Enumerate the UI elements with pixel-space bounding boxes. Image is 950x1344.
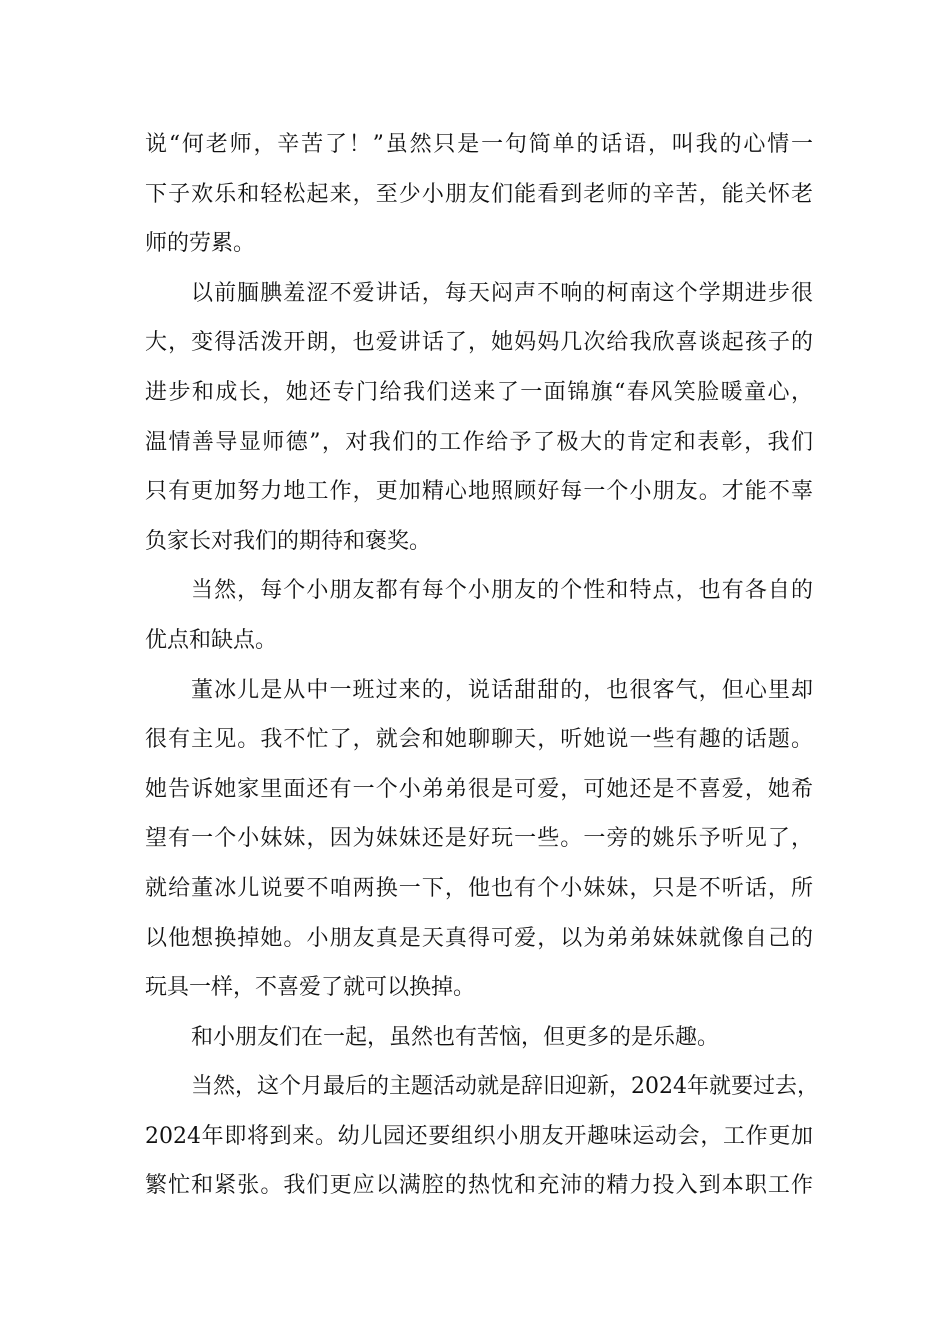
text-line: 说“何老师，辛苦了！”虽然只是一句简单的话语，叫我的心情一 [145,132,813,157]
text-line: 就给董冰儿说要不咱两换一下，他也有个小妹妹，只是不听话，所 [145,875,813,901]
text-line: 望有一个小妹妹，因为妹妹还是好玩一些。一旁的姚乐予听见了， [145,826,813,852]
text-line: 大，变得活泼开朗，也爱讲话了，她妈妈几次给我欣喜谈起孩子的 [145,330,813,356]
text-line: 2024年即将到来。幼儿园还要组织小朋友开趣味运动会，工作更加 [145,1123,813,1149]
text-line: 她告诉她家里面还有一个小弟弟很是可爱，可她还是不喜爱，她希 [145,776,813,802]
text-line: 以前腼腆羞涩不爱讲话，每天闷声不响的柯南这个学期进步很 [191,280,813,306]
text-line: 玩具一样，不喜爱了就可以换掉。 [145,975,476,1001]
text-line: 以他想换掉她。小朋友真是天真得可爱，以为弟弟妹妹就像自己的 [145,925,813,951]
text-line: 下子欢乐和轻松起来，至少小朋友们能看到老师的辛苦，能关怀老 [145,181,813,207]
text-line: 当然，这个月最后的主题活动就是辞旧迎新，2024年就要过去， [191,1074,819,1100]
text-line: 很有主见。我不忙了，就会和她聊聊天，听她说一些有趣的话题。 [145,727,813,753]
text-line: 优点和缺点。 [145,627,278,653]
text-line: 温情善导显师德”，对我们的工作给予了极大的肯定和表彰，我们 [145,429,813,455]
text-line: 进步和成长，她还专门给我们送来了一面锦旗“春风笑脸暖童心， [145,379,813,405]
body-text [145,128,819,1219]
text-line: 负家长对我们的期待和褒奖。 [145,528,432,554]
text-line: 师的劳累。 [145,231,256,257]
text-line: 只有更加努力地工作，更加精心地照顾好每一个小朋友。才能不辜 [145,479,813,505]
text-line: 繁忙和紧张。我们更应以满腔的热忱和充沛的精力投入到本职工作 [145,1173,813,1199]
text-line: 当然，每个小朋友都有每个小朋友的个性和特点，也有各自的 [191,578,813,604]
text-line: 董冰儿是从中一班过来的，说话甜甜的，也很客气，但心里却 [191,677,813,703]
text-line: 和小朋友们在一起，虽然也有苦恼，但更多的是乐趣。 [191,1024,720,1050]
